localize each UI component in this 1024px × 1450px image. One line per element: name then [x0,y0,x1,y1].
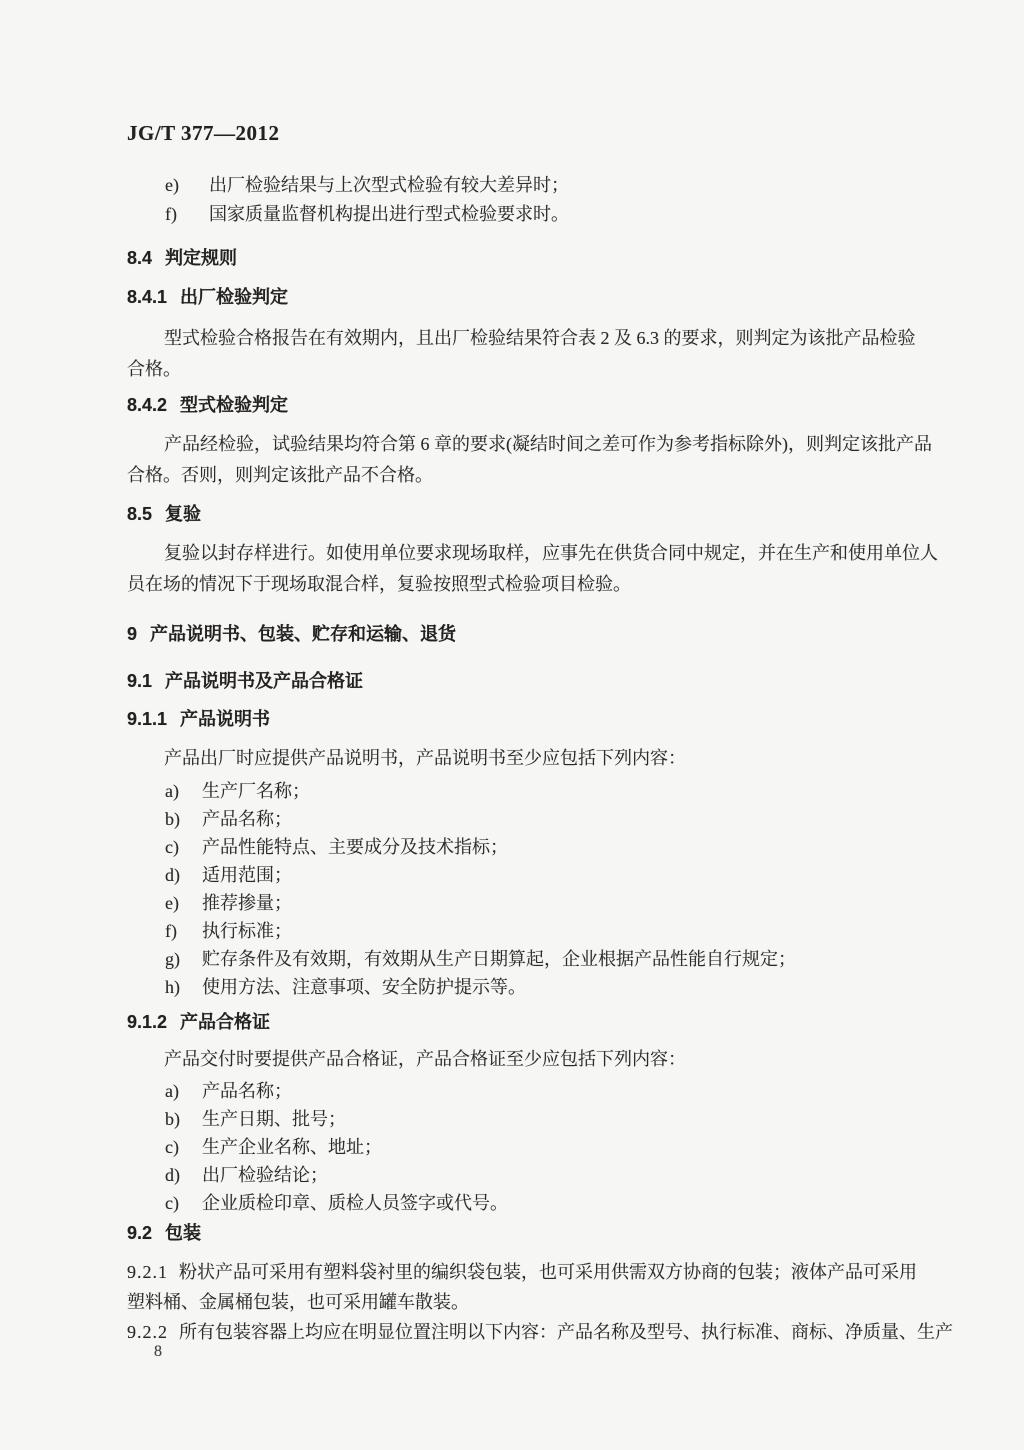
list-item-marker: a) [165,1081,179,1101]
list-item [165,200,927,229]
section-heading-8-4 [127,245,927,271]
list-item-marker: c) [165,1137,179,1157]
paragraph-9-1-1 [127,743,927,774]
paragraph-9-2-1 [127,1257,927,1317]
paragraph-9-2-2 [127,1317,953,1347]
list-item [165,945,927,973]
section-title: 产品说明书、包装、贮存和运输、退货 [150,624,457,644]
section-title: 出厂检验判定 [180,287,289,307]
list-item-text: 贮存条件及有效期，有效期从生产日期算起，企业根据产品性能自行规定； [202,949,796,969]
list-item-text: 生产企业名称、地址； [202,1137,382,1157]
type-inspection-conditions-list [127,171,927,229]
page-number: 8 [154,1343,162,1360]
paragraph-line: 塑料桶、金属桶包装，也可采用罐车散装。 [127,1292,469,1312]
paragraph-line: 产品出厂时应提供产品说明书，产品说明书至少应包括下列内容： [164,748,686,768]
section-heading-9-1 [127,668,927,694]
section-number: 8.4.2 [127,395,168,415]
clause-number: 9.2.1 [127,1262,168,1282]
section-heading-9 [127,621,927,647]
section-title: 产品说明书及产品合格证 [165,671,364,691]
section-number: 9.1.2 [127,1012,168,1032]
paragraph-text: 所有包装容器上均应在明显位置注明以下内容：产品名称及型号、执行标准、商标、净质量、生产 [179,1322,953,1342]
list-item [165,1189,927,1217]
list-item-text: 产品性能特点、主要成分及技术指标； [202,837,508,857]
standard-number: JG/T 377—2012 [127,121,280,145]
list-item [165,1133,927,1161]
section-number: 8.4 [127,248,153,268]
list-item-marker: b) [165,809,180,829]
list-item-marker: d) [165,1165,180,1185]
section-number: 9.1.1 [127,709,168,729]
list-item-text: 适用范围； [202,865,292,885]
list-item-text: 企业质检印章、质检人员签字或代号。 [202,1193,508,1213]
list-item-marker: c) [165,837,179,857]
list-item [165,889,927,917]
section-heading-9-1-2 [127,1009,927,1035]
paragraph-line: 合格。 [127,359,181,379]
list-item-marker: e) [165,893,179,913]
list-item-text: 推荐掺量； [202,893,292,913]
list-item [165,973,927,1001]
list-item-text: 执行标准； [202,921,292,941]
list-item [165,1105,927,1133]
paragraph-9-1-2 [127,1044,927,1075]
section-heading-8-4-1 [127,284,927,310]
paragraph-line: 合格。否则，则判定该批产品不合格。 [127,465,433,485]
list-item [165,171,927,200]
list-item-text: 产品名称； [202,1081,292,1101]
section-heading-8-4-2 [127,392,927,418]
list-item-marker: e) [165,175,179,195]
paragraph-line [127,1317,953,1347]
clause-number: 9.2.2 [127,1322,168,1342]
section-number: 9.2 [127,1223,153,1243]
list-item-text: 出厂检验结论； [202,1165,328,1185]
list-item-text: 使用方法、注意事项、安全防护提示等。 [202,977,526,997]
section-number: 9 [127,624,138,644]
list-item [165,1077,927,1105]
section-heading-9-2 [127,1220,927,1246]
list-item-text: 出厂检验结果与上次型式检验有较大差异时； [209,175,569,195]
list-item [165,861,927,889]
certificate-contents-list [127,1077,927,1217]
list-item-marker: d) [165,865,180,885]
list-item [165,917,927,945]
list-item [165,805,927,833]
paragraph-line: 复验以封存样进行。如使用单位要求现场取样，应事先在供货合同中规定，并在生产和使用单位人 [164,543,938,563]
section-number: 8.5 [127,504,153,524]
section-title: 型式检验判定 [180,395,289,415]
list-item-marker: c) [165,1193,179,1213]
list-item-text: 国家质量监督机构提出进行型式检验要求时。 [209,204,569,224]
list-item-text: 产品名称； [202,809,292,829]
section-title: 复验 [165,504,202,524]
paragraph-line: 产品经检验，试验结果均符合第 6 章的要求(凝结时间之差可作为参考指标除外)，则判定该批产品 [164,434,932,454]
paragraph-8-5 [127,538,938,600]
paragraph-text: 粉状产品可采用有塑料袋衬里的编织袋包装，也可采用供需双方协商的包装；液体产品可采用 [179,1262,917,1282]
list-item-text: 生产厂名称； [202,781,310,801]
list-item-marker: a) [165,781,179,801]
instruction-manual-contents-list [127,777,927,1001]
list-item [165,1161,927,1189]
section-title: 判定规则 [165,248,238,268]
section-title: 产品合格证 [180,1012,271,1032]
section-number: 9.1 [127,671,153,691]
paragraph-line: 产品交付时要提供产品合格证，产品合格证至少应包括下列内容： [164,1049,686,1069]
section-heading-8-5 [127,501,927,527]
section-title: 产品说明书 [180,709,271,729]
paragraph-8-4-2 [127,429,932,491]
list-item-marker: h) [165,977,180,997]
list-item [165,833,927,861]
paragraph-8-4-1 [127,323,927,385]
paragraph-line: 型式检验合格报告在有效期内，且出厂检验结果符合表 2 及 6.3 的要求，则判定为该批产品检验 [164,328,916,348]
paragraph-line [127,1257,927,1287]
section-number: 8.4.1 [127,287,168,307]
paragraph-line: 员在场的情况下于现场取混合样，复验按照型式检验项目检验。 [127,574,631,594]
list-item [165,777,927,805]
list-item-marker: g) [165,949,180,969]
list-item-marker: f) [165,204,177,224]
list-item-text: 生产日期、批号； [202,1109,346,1129]
section-heading-9-1-1 [127,706,927,732]
list-item-marker: f) [165,921,177,941]
list-item-marker: b) [165,1109,180,1129]
section-title: 包装 [165,1223,202,1243]
